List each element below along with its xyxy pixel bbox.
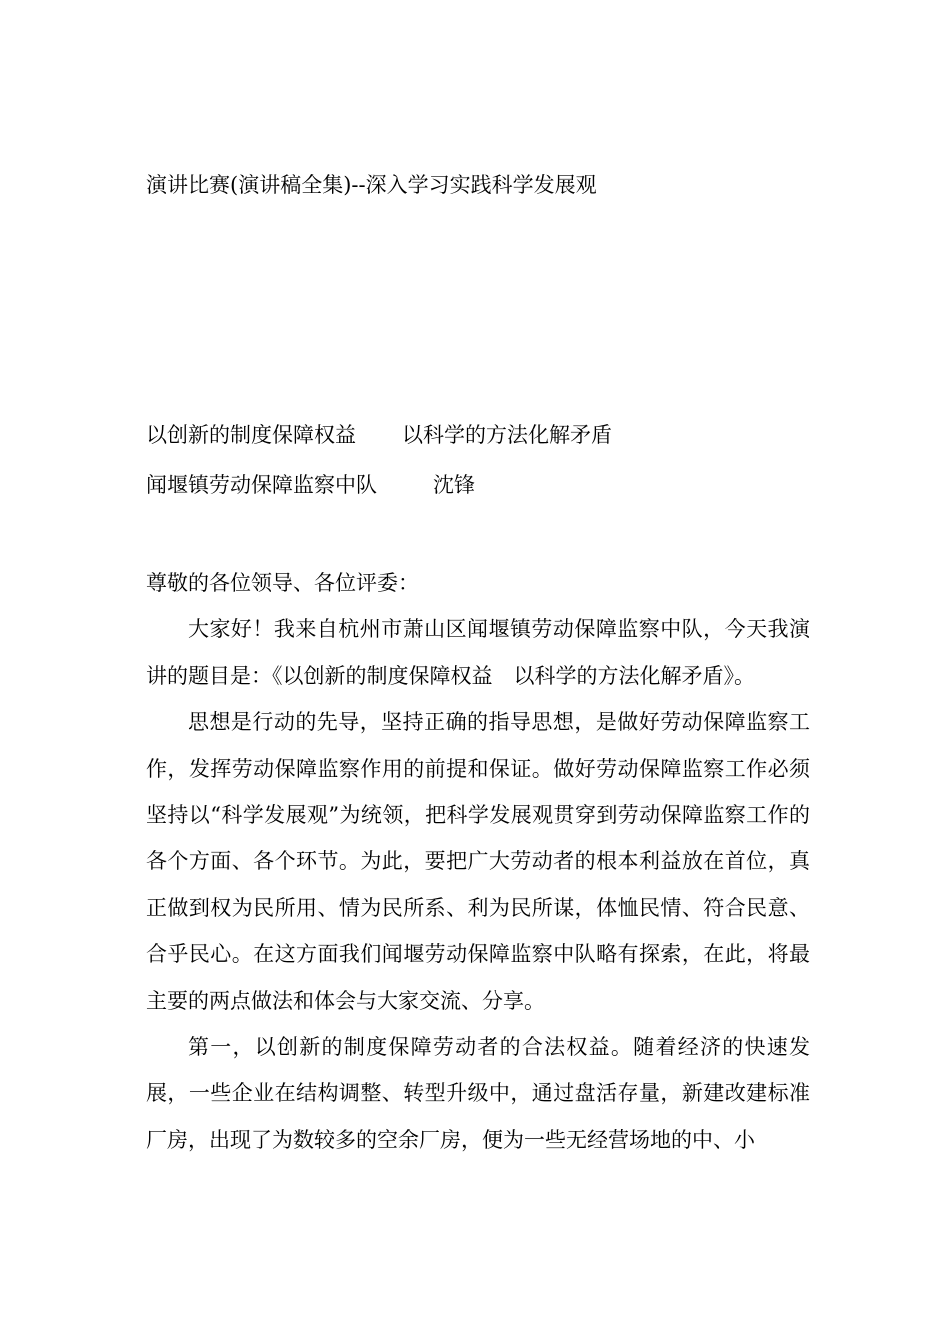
speaker-name: 沈锋	[433, 473, 475, 497]
speech-title-part1: 以创新的制度保障权益	[146, 423, 356, 447]
body-paragraph: 大家好！我来自杭州市萧山区闻堰镇劳动保障监察中队，今天我演讲的题目是：《以创新的制度保障权益 以科学的方法化解矛盾》。	[146, 617, 810, 688]
body-paragraph: 第一，以创新的制度保障劳动者的合法权益。随着经济的快速发展，一些企业在结构调整、转型升级中，通过盘活存量，新建改建标准厂房，出现了为数较多的空余厂房，便为一些无经营场地的中、小	[146, 1035, 810, 1152]
body-paragraph: 思想是行动的先导，坚持正确的指导思想，是做好劳动保障监察工作，发挥劳动保障监察作用的前提和保证。做好劳动保障监察工作必须坚持以“科学发展观”为统领，把科学发展观贯穿到劳动保障监察工作的各个方面、各个环节。为此，要把广大劳动者的根本利益放在首位，真正做到权为民所用、情为民所系、利为民所谋，体恤民情、符合民意、合乎民心。在这方面我们闻堰劳动保障监察中队略有探索，在此，将最主要的两点做法和体会与大家交流、分享。	[146, 710, 810, 1013]
speaker-organization: 闻堰镇劳动保障监察中队	[146, 473, 377, 497]
speech-body	[146, 560, 810, 1163]
speech-title-part2: 以科学的方法化解矛盾	[402, 423, 612, 447]
speech-title	[146, 420, 612, 450]
speaker-line	[146, 470, 475, 500]
document-title: 演讲比赛(演讲稿全集)--深入学习实践科学发展观	[146, 173, 597, 197]
salutation: 尊敬的各位领导、各位评委：	[146, 571, 419, 595]
